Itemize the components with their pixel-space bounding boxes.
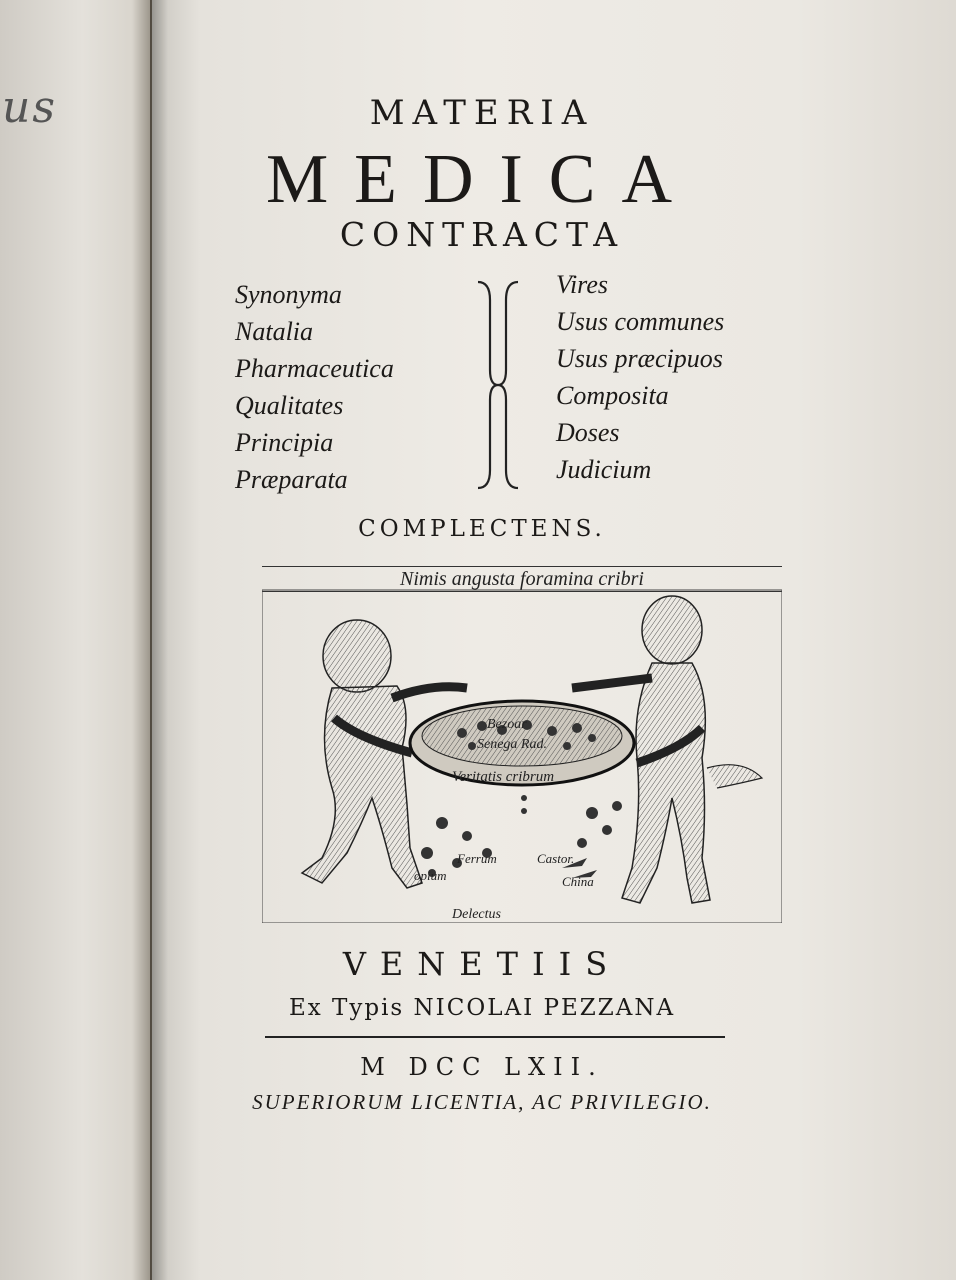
label-opium: opium bbox=[414, 868, 447, 883]
left-topic-item: Principia bbox=[235, 428, 334, 457]
left-topic-item: Qualitates bbox=[235, 391, 344, 420]
imprint-rule bbox=[265, 1036, 725, 1038]
title-line-1: MATERIA bbox=[369, 93, 595, 133]
left-page bbox=[0, 0, 152, 1280]
falling-drugs bbox=[421, 795, 622, 878]
label-ferrum: Ferrum bbox=[457, 851, 497, 866]
right-topic-item: Usus communes bbox=[556, 307, 725, 336]
left-topic-item: Pharmaceutica bbox=[235, 354, 394, 383]
left-topic-item: Præparata bbox=[235, 465, 348, 494]
right-topic-item: Composita bbox=[556, 381, 669, 410]
margin-mark: us bbox=[2, 82, 57, 133]
left-topic-list bbox=[235, 276, 394, 498]
imprint-year: M DCC LXII. bbox=[360, 1053, 604, 1081]
imprint-printer: Ex Typis NICOLAI PEZZANA bbox=[288, 995, 676, 1021]
label-castor: Castor. bbox=[537, 851, 575, 866]
left-topic-item: Natalia bbox=[235, 317, 314, 346]
label-delectus: Delectus bbox=[452, 907, 501, 922]
label-senega: Senega Rad. bbox=[477, 737, 547, 752]
title-line-3: CONTRACTA bbox=[339, 215, 625, 254]
imprint-license: SUPERIORUM LICENTIA, AC PRIVILEGIO. bbox=[252, 1090, 712, 1114]
label-bezoar: Bezoar bbox=[487, 717, 527, 732]
engraving-illustration bbox=[262, 568, 782, 923]
right-topic-item: Doses bbox=[556, 418, 620, 447]
double-brace-divider bbox=[470, 280, 530, 490]
right-topic-item: Vires bbox=[556, 270, 608, 299]
label-china: China bbox=[562, 874, 594, 889]
title-line-2: MEDICA bbox=[265, 141, 699, 218]
right-topic-list bbox=[556, 266, 724, 488]
left-topic-item: Synonyma bbox=[235, 280, 342, 309]
right-topic-item: Judicium bbox=[556, 455, 652, 484]
complectens-line: COMPLECTENS. bbox=[358, 516, 606, 542]
engraving-motto: Nimis angusta foramina cribri bbox=[262, 566, 782, 592]
label-sieve: Veritatis cribrum bbox=[452, 769, 555, 785]
imprint-city: VENETIIS bbox=[342, 945, 622, 983]
right-topic-item: Usus præcipuos bbox=[556, 344, 723, 373]
